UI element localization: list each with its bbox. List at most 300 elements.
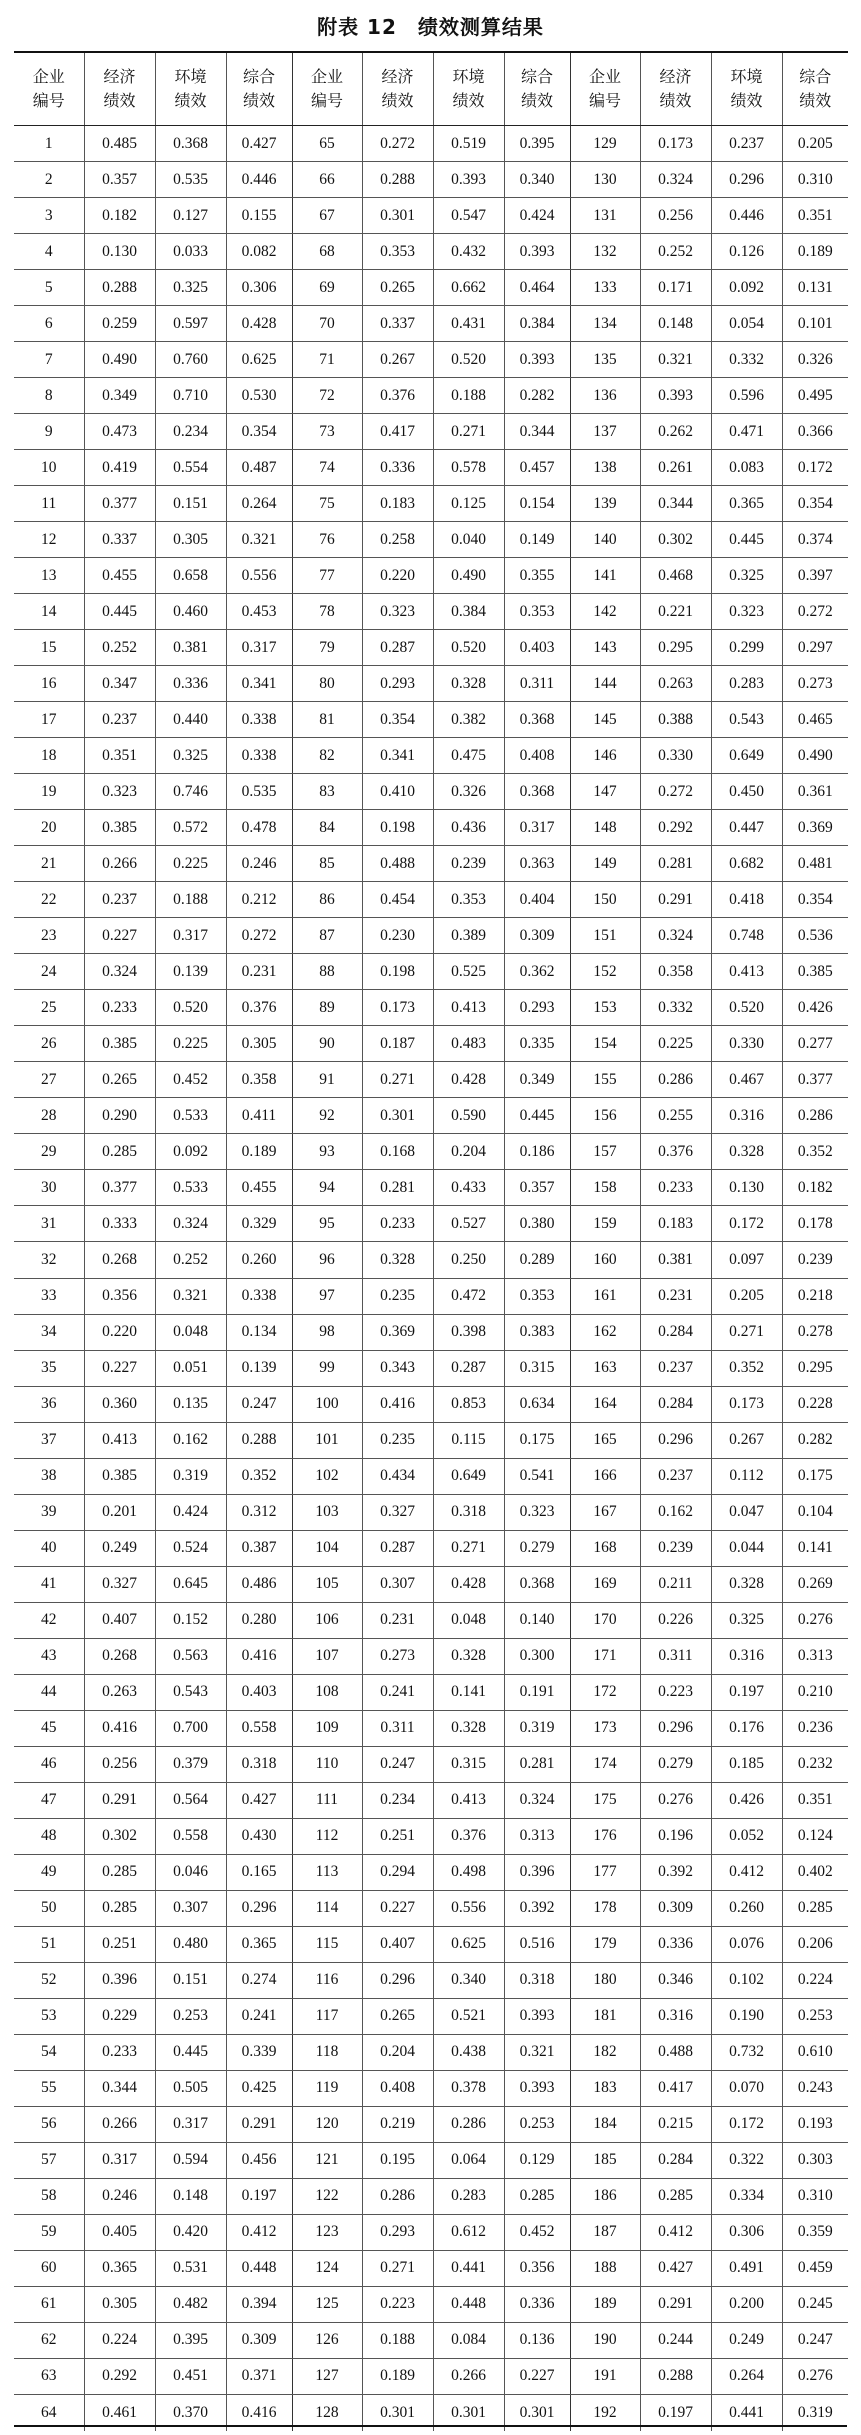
cell-economic: 0.266 [84,846,155,882]
cell-economic: 0.288 [84,270,155,306]
table-row [14,270,848,306]
cell-economic: 0.417 [362,414,433,450]
cell-environmental: 0.521 [433,1998,504,2034]
cell-economic: 0.385 [84,1458,155,1494]
cell-environmental: 0.325 [711,558,782,594]
performance-table [14,51,848,2431]
cell-economic: 0.286 [640,1062,711,1098]
cell-overall: 0.453 [226,594,292,630]
cell-enterprise-id: 74 [292,450,362,486]
table-row [14,342,848,378]
cell-economic: 0.249 [84,1530,155,1566]
cell-environmental: 0.352 [711,1350,782,1386]
cell-overall: 0.310 [782,2178,848,2214]
cell-environmental: 0.316 [711,1638,782,1674]
cell-overall: 0.359 [782,2214,848,2250]
cell-economic: 0.237 [84,702,155,738]
cell-environmental: 0.188 [155,882,226,918]
cell-overall: 0.351 [782,198,848,234]
cell-overall: 0.340 [504,162,570,198]
cell-overall: 0.385 [782,954,848,990]
cell-environmental: 0.044 [711,1530,782,1566]
table-row [14,2322,848,2358]
cell-enterprise-id: 142 [570,594,640,630]
cell-enterprise-id: 116 [292,1962,362,1998]
cell-environmental: 0.563 [155,1638,226,1674]
cell-overall: 0.365 [226,1926,292,1962]
cell-economic: 0.412 [640,2214,711,2250]
cell-environmental: 0.315 [433,1746,504,1782]
cell-economic: 0.336 [362,450,433,486]
cell-economic: 0.296 [640,1710,711,1746]
cell-economic: 0.488 [362,846,433,882]
cell-overall: 0.228 [782,1386,848,1422]
cell-overall: 0.154 [504,486,570,522]
cell-overall: 0.377 [782,1062,848,1098]
cell-overall: 0.246 [226,846,292,882]
cell-environmental: 0.318 [433,1494,504,1530]
table-row [14,1890,848,1926]
cell-enterprise-id: 55 [14,2070,84,2106]
cell-environmental: 0.365 [711,486,782,522]
cell-enterprise-id: 120 [292,2106,362,2142]
cell-environmental: 0.135 [155,1386,226,1422]
cell-overall: 0.175 [782,1458,848,1494]
cell-overall: 0.353 [504,1278,570,1314]
cell-environmental: 0.547 [433,198,504,234]
cell-economic: 0.226 [640,1602,711,1638]
cell-enterprise-id: 27 [14,1062,84,1098]
table-row [14,1926,848,1962]
cell-overall: 0.338 [226,738,292,774]
cell-economic: 0.417 [640,2070,711,2106]
cell-overall: 0.272 [226,918,292,954]
cell-enterprise-id: 101 [292,1422,362,1458]
cell-economic: 0.224 [84,2322,155,2358]
table-body [14,126,848,2431]
table-row [14,2394,848,2430]
cell-overall: 0.383 [504,1314,570,1350]
cell-enterprise-id: 13 [14,558,84,594]
cell-environmental: 0.283 [433,2178,504,2214]
cell-economic: 0.281 [640,846,711,882]
cell-economic: 0.413 [84,1422,155,1458]
cell-enterprise-id: 24 [14,954,84,990]
cell-overall: 0.411 [226,1098,292,1134]
cell-environmental: 0.286 [433,2106,504,2142]
cell-overall: 0.319 [782,2394,848,2430]
cell-enterprise-id: 143 [570,630,640,666]
cell-economic: 0.377 [84,1170,155,1206]
cell-overall: 0.329 [226,1206,292,1242]
header-environmental-performance: 环境 绩效 [155,52,226,126]
cell-overall: 0.101 [782,306,848,342]
cell-environmental: 0.543 [711,702,782,738]
cell-economic: 0.233 [362,1206,433,1242]
cell-economic: 0.321 [640,342,711,378]
cell-enterprise-id: 71 [292,342,362,378]
cell-overall: 0.224 [782,1962,848,1998]
cell-economic: 0.410 [362,774,433,810]
cell-economic: 0.230 [362,918,433,954]
cell-economic: 0.327 [362,1494,433,1530]
cell-environmental: 0.433 [433,1170,504,1206]
table-row [14,738,848,774]
cell-enterprise-id: 49 [14,1854,84,1890]
cell-enterprise-id: 66 [292,162,362,198]
cell-environmental: 0.152 [155,1602,226,1638]
cell-enterprise-id: 162 [570,1314,640,1350]
cell-overall: 0.352 [226,1458,292,1494]
cell-environmental: 0.299 [711,630,782,666]
cell-environmental: 0.649 [711,738,782,774]
cell-economic: 0.182 [84,198,155,234]
cell-economic: 0.296 [362,1962,433,1998]
cell-environmental: 0.092 [711,270,782,306]
cell-enterprise-id: 134 [570,306,640,342]
cell-environmental: 0.413 [433,990,504,1026]
table-row [14,450,848,486]
cell-economic: 0.293 [362,2214,433,2250]
cell-enterprise-id: 174 [570,1746,640,1782]
cell-economic: 0.351 [84,738,155,774]
cell-environmental: 0.438 [433,2034,504,2070]
cell-enterprise-id: 4 [14,234,84,270]
cell-economic: 0.266 [84,2106,155,2142]
cell-environmental: 0.368 [155,126,226,162]
cell-environmental: 0.271 [711,1314,782,1350]
cell-economic: 0.293 [362,666,433,702]
cell-enterprise-id: 35 [14,1350,84,1386]
cell-economic: 0.271 [362,1062,433,1098]
cell-enterprise-id: 8 [14,378,84,414]
cell-enterprise-id: 135 [570,342,640,378]
cell-economic: 0.393 [640,378,711,414]
cell-economic: 0.305 [84,2286,155,2322]
cell-economic: 0.171 [640,270,711,306]
cell-overall: 0.247 [226,1386,292,1422]
cell-environmental: 0.330 [711,1026,782,1062]
cell-overall: 0.344 [504,414,570,450]
cell-overall: 0.374 [782,522,848,558]
cell-environmental: 0.048 [433,1602,504,1638]
cell-environmental: 0.305 [155,522,226,558]
table-row [14,306,848,342]
cell-economic: 0.301 [362,198,433,234]
cell-overall: 0.276 [782,2358,848,2394]
cell-economic: 0.252 [84,630,155,666]
cell-environmental: 0.267 [711,1422,782,1458]
cell-enterprise-id: 62 [14,2322,84,2358]
cell-economic: 0.291 [640,2286,711,2322]
cell-environmental: 0.543 [155,1674,226,1710]
cell-economic: 0.485 [84,126,155,162]
cell-economic: 0.223 [362,2286,433,2322]
cell-overall: 0.368 [504,774,570,810]
cell-enterprise-id: 127 [292,2358,362,2394]
cell-economic: 0.258 [362,522,433,558]
cell-economic: 0.392 [640,1854,711,1890]
cell-environmental: 0.748 [711,918,782,954]
cell-overall: 0.321 [504,2034,570,2070]
cell-overall: 0.356 [504,2250,570,2286]
cell-overall: 0.140 [504,1602,570,1638]
cell-enterprise-id: 154 [570,1026,640,1062]
cell-economic: 0.376 [640,1134,711,1170]
cell-overall: 0.300 [504,1638,570,1674]
cell-environmental: 0.190 [711,1998,782,2034]
cell-economic: 0.454 [362,882,433,918]
cell-environmental: 0.225 [155,846,226,882]
cell-environmental: 0.564 [155,1782,226,1818]
cell-economic: 0.256 [640,198,711,234]
cell-enterprise-id: 131 [570,198,640,234]
cell-overall: 0.464 [504,270,570,306]
cell-environmental: 0.102 [711,1962,782,1998]
cell-overall: 0.141 [782,1530,848,1566]
cell-economic: 0.162 [640,1494,711,1530]
cell-overall: 0.178 [782,1206,848,1242]
cell-economic: 0.211 [640,1566,711,1602]
cell-enterprise-id: 118 [292,2034,362,2070]
cell-environmental: 0.498 [433,1854,504,1890]
cell-economic: 0.295 [640,630,711,666]
cell-overall: 0.285 [504,2178,570,2214]
cell-economic: 0.490 [84,342,155,378]
cell-overall: 0.165 [226,1854,292,1890]
cell-economic: 0.468 [640,558,711,594]
table-row [14,1638,848,1674]
table-row [14,198,848,234]
cell-economic: 0.233 [84,990,155,1026]
cell-economic: 0.227 [84,1350,155,1386]
cell-overall: 0.236 [782,1710,848,1746]
header-overall-performance: 综合 绩效 [782,52,848,126]
cell-enterprise-id: 121 [292,2142,362,2178]
cell-enterprise-id: 61 [14,2286,84,2322]
cell-environmental: 0.527 [433,1206,504,1242]
cell-overall: 0.313 [504,1818,570,1854]
cell-environmental: 0.301 [433,2394,504,2430]
cell-enterprise-id: 89 [292,990,362,1026]
cell-economic: 0.271 [362,2250,433,2286]
table-row [14,846,848,882]
cell-environmental: 0.260 [711,1890,782,1926]
cell-overall: 0.541 [504,1458,570,1494]
cell-overall: 0.286 [782,1098,848,1134]
cell-overall: 0.481 [782,846,848,882]
cell-enterprise-id: 86 [292,882,362,918]
cell-enterprise-id: 122 [292,2178,362,2214]
cell-enterprise-id: 146 [570,738,640,774]
cell-enterprise-id: 100 [292,1386,362,1422]
cell-overall: 0.253 [504,2106,570,2142]
cell-environmental: 0.760 [155,342,226,378]
cell-economic: 0.408 [362,2070,433,2106]
cell-environmental: 0.047 [711,1494,782,1530]
cell-overall: 0.276 [782,1602,848,1638]
cell-economic: 0.281 [362,1170,433,1206]
cell-environmental: 0.252 [155,1242,226,1278]
cell-environmental: 0.052 [711,1818,782,1854]
cell-environmental: 0.151 [155,486,226,522]
cell-enterprise-id: 155 [570,1062,640,1098]
cell-environmental: 0.746 [155,774,226,810]
cell-overall: 0.404 [504,882,570,918]
cell-enterprise-id: 173 [570,1710,640,1746]
cell-enterprise-id: 7 [14,342,84,378]
cell-overall: 0.495 [782,378,848,414]
table-row [14,1458,848,1494]
cell-enterprise-id: 187 [570,2214,640,2250]
cell-enterprise-id: 157 [570,1134,640,1170]
cell-enterprise-id: 1 [14,126,84,162]
header-environmental-performance: 环境 绩效 [433,52,504,126]
cell-environmental: 0.317 [155,2106,226,2142]
cell-overall: 0.396 [504,1854,570,1890]
cell-environmental: 0.249 [711,2322,782,2358]
cell-economic: 0.268 [84,1242,155,1278]
cell-overall: 0.273 [782,666,848,702]
cell-economic: 0.201 [84,1494,155,1530]
cell-environmental: 0.266 [433,2358,504,2394]
cell-economic: 0.196 [640,1818,711,1854]
cell-enterprise-id: 163 [570,1350,640,1386]
cell-overall: 0.349 [504,1062,570,1098]
cell-environmental: 0.148 [155,2178,226,2214]
cell-enterprise-id: 114 [292,1890,362,1926]
cell-environmental: 0.092 [155,1134,226,1170]
cell-economic: 0.227 [84,918,155,954]
cell-environmental: 0.432 [433,234,504,270]
header-enterprise-id: 企业 编号 [570,52,640,126]
cell-economic: 0.252 [640,234,711,270]
cell-environmental: 0.271 [433,1530,504,1566]
cell-economic: 0.130 [84,234,155,270]
cell-overall: 0.247 [782,2322,848,2358]
cell-environmental: 0.033 [155,234,226,270]
cell-environmental: 0.450 [711,774,782,810]
cell-overall: 0.556 [226,558,292,594]
cell-environmental: 0.480 [155,1926,226,1962]
cell-economic: 0.445 [84,594,155,630]
cell-enterprise-id: 85 [292,846,362,882]
cell-environmental: 0.334 [711,2178,782,2214]
cell-environmental: 0.125 [433,486,504,522]
cell-enterprise-id: 56 [14,2106,84,2142]
cell-environmental: 0.370 [155,2394,226,2430]
cell-environmental: 0.531 [155,2250,226,2286]
cell-environmental: 0.381 [155,630,226,666]
cell-environmental: 0.436 [433,810,504,846]
cell-overall: 0.309 [226,2322,292,2358]
cell-enterprise-id: 172 [570,1674,640,1710]
cell-environmental: 0.084 [433,2322,504,2358]
cell-economic: 0.237 [640,1458,711,1494]
cell-enterprise-id: 80 [292,666,362,702]
cell-environmental: 0.445 [155,2034,226,2070]
cell-overall: 0.274 [226,1962,292,1998]
cell-economic: 0.198 [362,810,433,846]
cell-environmental: 0.064 [433,2142,504,2178]
cell-overall: 0.610 [782,2034,848,2070]
cell-economic: 0.291 [640,882,711,918]
cell-overall: 0.535 [226,774,292,810]
cell-economic: 0.385 [84,810,155,846]
cell-overall: 0.459 [782,2250,848,2286]
cell-economic: 0.292 [84,2358,155,2394]
cell-environmental: 0.472 [433,1278,504,1314]
cell-environmental: 0.658 [155,558,226,594]
cell-enterprise-id: 14 [14,594,84,630]
cell-economic: 0.223 [640,1674,711,1710]
cell-economic: 0.317 [84,2142,155,2178]
cell-economic: 0.272 [362,126,433,162]
table-row [14,666,848,702]
cell-overall: 0.296 [226,1890,292,1926]
cell-economic: 0.251 [362,1818,433,1854]
table-row [14,2142,848,2178]
cell-economic: 0.231 [362,1602,433,1638]
cell-environmental: 0.176 [711,1710,782,1746]
cell-economic: 0.241 [362,1674,433,1710]
cell-overall: 0.155 [226,198,292,234]
cell-enterprise-id: 44 [14,1674,84,1710]
cell-overall: 0.253 [782,1998,848,2034]
cell-economic: 0.357 [84,162,155,198]
cell-overall: 0.486 [226,1566,292,1602]
cell-environmental: 0.558 [155,1818,226,1854]
cell-environmental: 0.323 [711,594,782,630]
cell-environmental: 0.520 [711,990,782,1026]
cell-environmental: 0.578 [433,450,504,486]
cell-economic: 0.302 [640,522,711,558]
cell-economic: 0.285 [84,1854,155,1890]
cell-economic: 0.407 [362,1926,433,1962]
cell-economic: 0.344 [640,486,711,522]
cell-enterprise-id: 93 [292,1134,362,1170]
cell-environmental: 0.321 [155,1278,226,1314]
cell-enterprise-id: 147 [570,774,640,810]
cell-enterprise-id: 48 [14,1818,84,1854]
cell-economic: 0.301 [362,2394,433,2430]
cell-environmental: 0.048 [155,1314,226,1350]
cell-overall: 0.354 [782,486,848,522]
cell-economic: 0.272 [640,774,711,810]
table-row [14,1386,848,1422]
cell-enterprise-id: 76 [292,522,362,558]
cell-overall: 0.368 [504,1566,570,1602]
cell-environmental: 0.306 [711,2214,782,2250]
cell-environmental: 0.612 [433,2214,504,2250]
cell-economic: 0.405 [84,2214,155,2250]
cell-economic: 0.251 [84,1926,155,1962]
cell-overall: 0.291 [226,2106,292,2142]
cell-environmental: 0.520 [433,342,504,378]
cell-overall: 0.336 [504,2286,570,2322]
cell-overall: 0.206 [782,1926,848,1962]
cell-overall: 0.363 [504,846,570,882]
cell-environmental: 0.520 [433,630,504,666]
cell-overall: 0.288 [226,1422,292,1458]
cell-enterprise-id: 37 [14,1422,84,1458]
cell-enterprise-id: 17 [14,702,84,738]
cell-economic: 0.324 [84,954,155,990]
cell-environmental: 0.172 [711,2106,782,2142]
cell-environmental: 0.441 [711,2394,782,2430]
cell-overall: 0.306 [226,270,292,306]
cell-environmental: 0.205 [711,1278,782,1314]
